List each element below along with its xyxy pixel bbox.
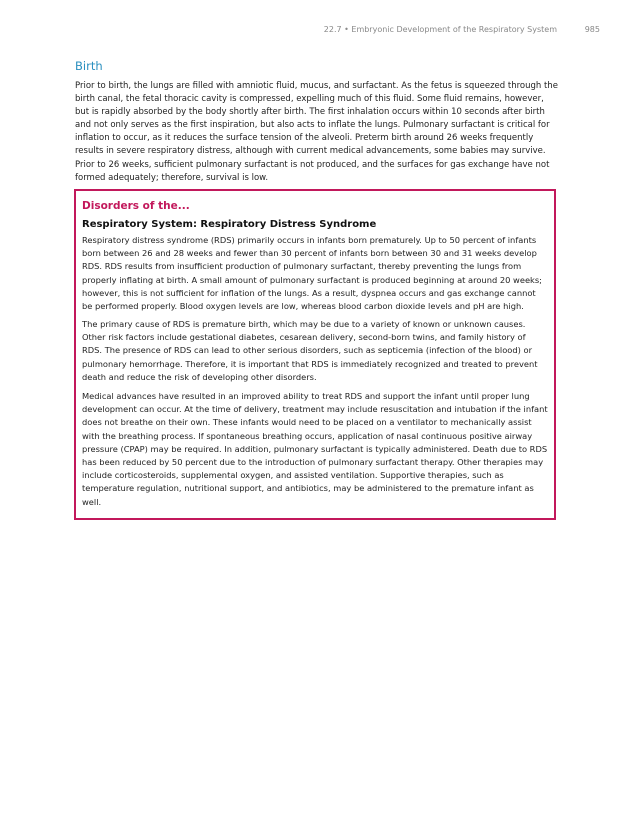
section-title: Birth bbox=[75, 59, 103, 73]
box-subtitle: Respiratory System: Respiratory Distress Syndrome bbox=[82, 219, 377, 230]
box-paragraph-3: Medical advances have resulted in an improved ability to treat RDS and support the infant until proper lung development can occur. At the time of delivery, treatment may include resuscitation and intubation if the infant does not breathe on their own. These infants would need to be placed on a ventilator to mechanically assist with the breathing process. If spontaneous breathing occurs, application of nasal continuous positive airway pressure (CPAP) may be required. In addition, pulmonary surfactant is typically administered. Death due to RDS has been reduced by 50 percent due to the introduction of pulmonary surfactant therapy. Other therapies may include corticosteroids, supplemental oxygen, and assisted ventilation. Supportive therapies, such as temperature regulation, nutritional support, and antibiotics, may be administered to the premature infant as well. bbox=[82, 391, 548, 507]
page-number: 985 bbox=[584, 25, 600, 34]
section-paragraph: Prior to birth, the lungs are filled with amniotic fluid, mucus, and surfactant. As the fetus is squeezed through the birth canal, the fetal thoracic cavity is compressed, expelling much of this fluid. Some fluid remains, however, but is rapidly absorbed by the body shortly after birth. The first inhalation occurs within 10 seconds after birth and not only serves as the first inspiration, but also acts to inflate the lungs. Pulmonary surfactant is critical for inflation to occur, as it reduces the surface tension of the alveoli. Preterm birth around 26 weeks frequently results in severe respiratory distress, although with current medical advancements, some babies may survive. Prior to 26 weeks, sufficient pulmonary surfactant is not produced, and the surfaces for gas exchange have not formed adequately; therefore, survival is low. bbox=[75, 81, 558, 183]
disorders-box bbox=[74, 189, 556, 520]
box-paragraph-1: Respiratory distress syndrome (RDS) primarily occurs in infants born prematurely. Up to 50 percent of infants born between 26 and 28 weeks and fewer than 30 percent of infants born between 30 and 31 weeks develop RDS. RDS results from insufficient production of pulmonary surfactant, thereby preventing the lungs from properly inflating at birth. A small amount of pulmonary surfactant is produced beginning at around 20 weeks; however, this is not sufficient for inflation of the lungs. As a result, dyspnea occurs and gas exchange cannot be performed properly. Blood oxygen levels are low, whereas blood carbon dioxide levels and pH are high. bbox=[82, 235, 542, 312]
box-title: Disorders of the... bbox=[82, 200, 190, 212]
box-paragraph-2: The primary cause of RDS is premature birth, which may be due to a variety of known or unknown causes. Other risk factors include gestational diabetes, cesarean delivery, second-born twins, and family history of RDS. The presence of RDS can lead to other serious disorders, such as septicemia (infection of the blood) or pulmonary hemorrhage. Therefore, it is important that RDS is immediately recognized and treated to prevent death and reduce the risk of developing other disorders. bbox=[82, 319, 538, 382]
chapter-title: 22.7 • Embryonic Development of the Respiratory System bbox=[323, 25, 557, 34]
